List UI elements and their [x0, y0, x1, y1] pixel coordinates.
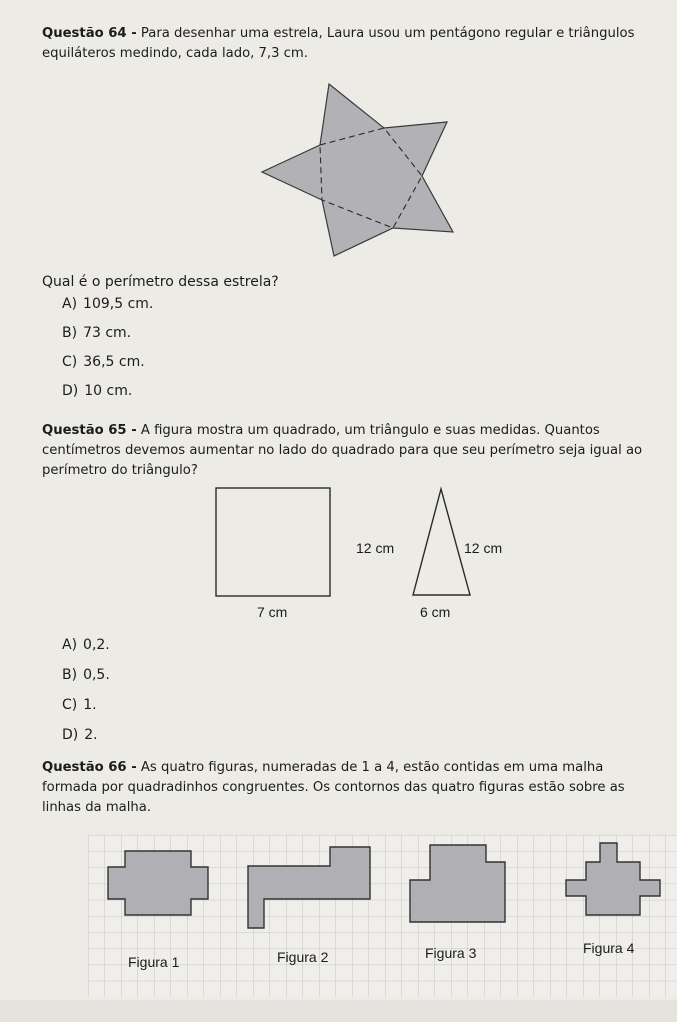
option-letter: C)	[62, 697, 78, 713]
option-text: 109,5 cm.	[83, 296, 154, 312]
option-letter: D)	[62, 727, 79, 743]
square-side-label: 7 cm	[257, 604, 288, 620]
q66-text: As quatro figuras, numeradas de 1 a 4, estão contidas em uma malha formada por quadradinhos congruentes. Os contornos das quatro figuras estão sobre as linhas da malha.	[42, 760, 625, 815]
figure-4-label: Figura 4	[583, 940, 635, 956]
figure-2-label: Figura 2	[277, 949, 329, 965]
option-text: 10 cm.	[84, 383, 133, 399]
option-letter: D)	[62, 383, 79, 399]
option-text: 36,5 cm.	[83, 354, 145, 370]
option-letter: C)	[62, 354, 78, 370]
option-text: 2.	[84, 727, 98, 743]
figure-1-label: Figura 1	[128, 954, 180, 970]
figure-3-label: Figura 3	[425, 945, 477, 961]
q64-number: Questão 64 -	[42, 26, 137, 41]
page-bottom-edge	[0, 1000, 677, 1022]
triangle-base-label: 6 cm	[420, 604, 451, 620]
option-text: 0,2.	[83, 637, 110, 653]
q65-text: A figura mostra um quadrado, um triângulo e suas medidas. Quantos centímetros devemos aumentar no lado do quadrado para que seu perímetro seja igual ao perímetro do triângulo?	[42, 423, 643, 478]
q64-text: Para desenhar uma estrela, Laura usou um pentágono regular e triângulos equiláteros medindo, cada lado, 7,3 cm.	[42, 26, 635, 61]
triangle-left-side-label: 12 cm	[356, 540, 395, 556]
q65-number: Questão 65 -	[42, 423, 137, 438]
q66-number: Questão 66 -	[42, 760, 137, 775]
option-letter: A)	[62, 637, 78, 653]
option-letter: B)	[62, 325, 78, 341]
option-text: 73 cm.	[83, 325, 132, 341]
option-text: 1.	[83, 697, 97, 713]
triangle-right-side-label: 12 cm	[464, 540, 503, 556]
q64-question: Qual é o perímetro dessa estrela?	[42, 274, 279, 290]
option-letter: B)	[62, 667, 78, 683]
option-letter: A)	[62, 296, 78, 312]
option-text: 0,5.	[83, 667, 110, 683]
